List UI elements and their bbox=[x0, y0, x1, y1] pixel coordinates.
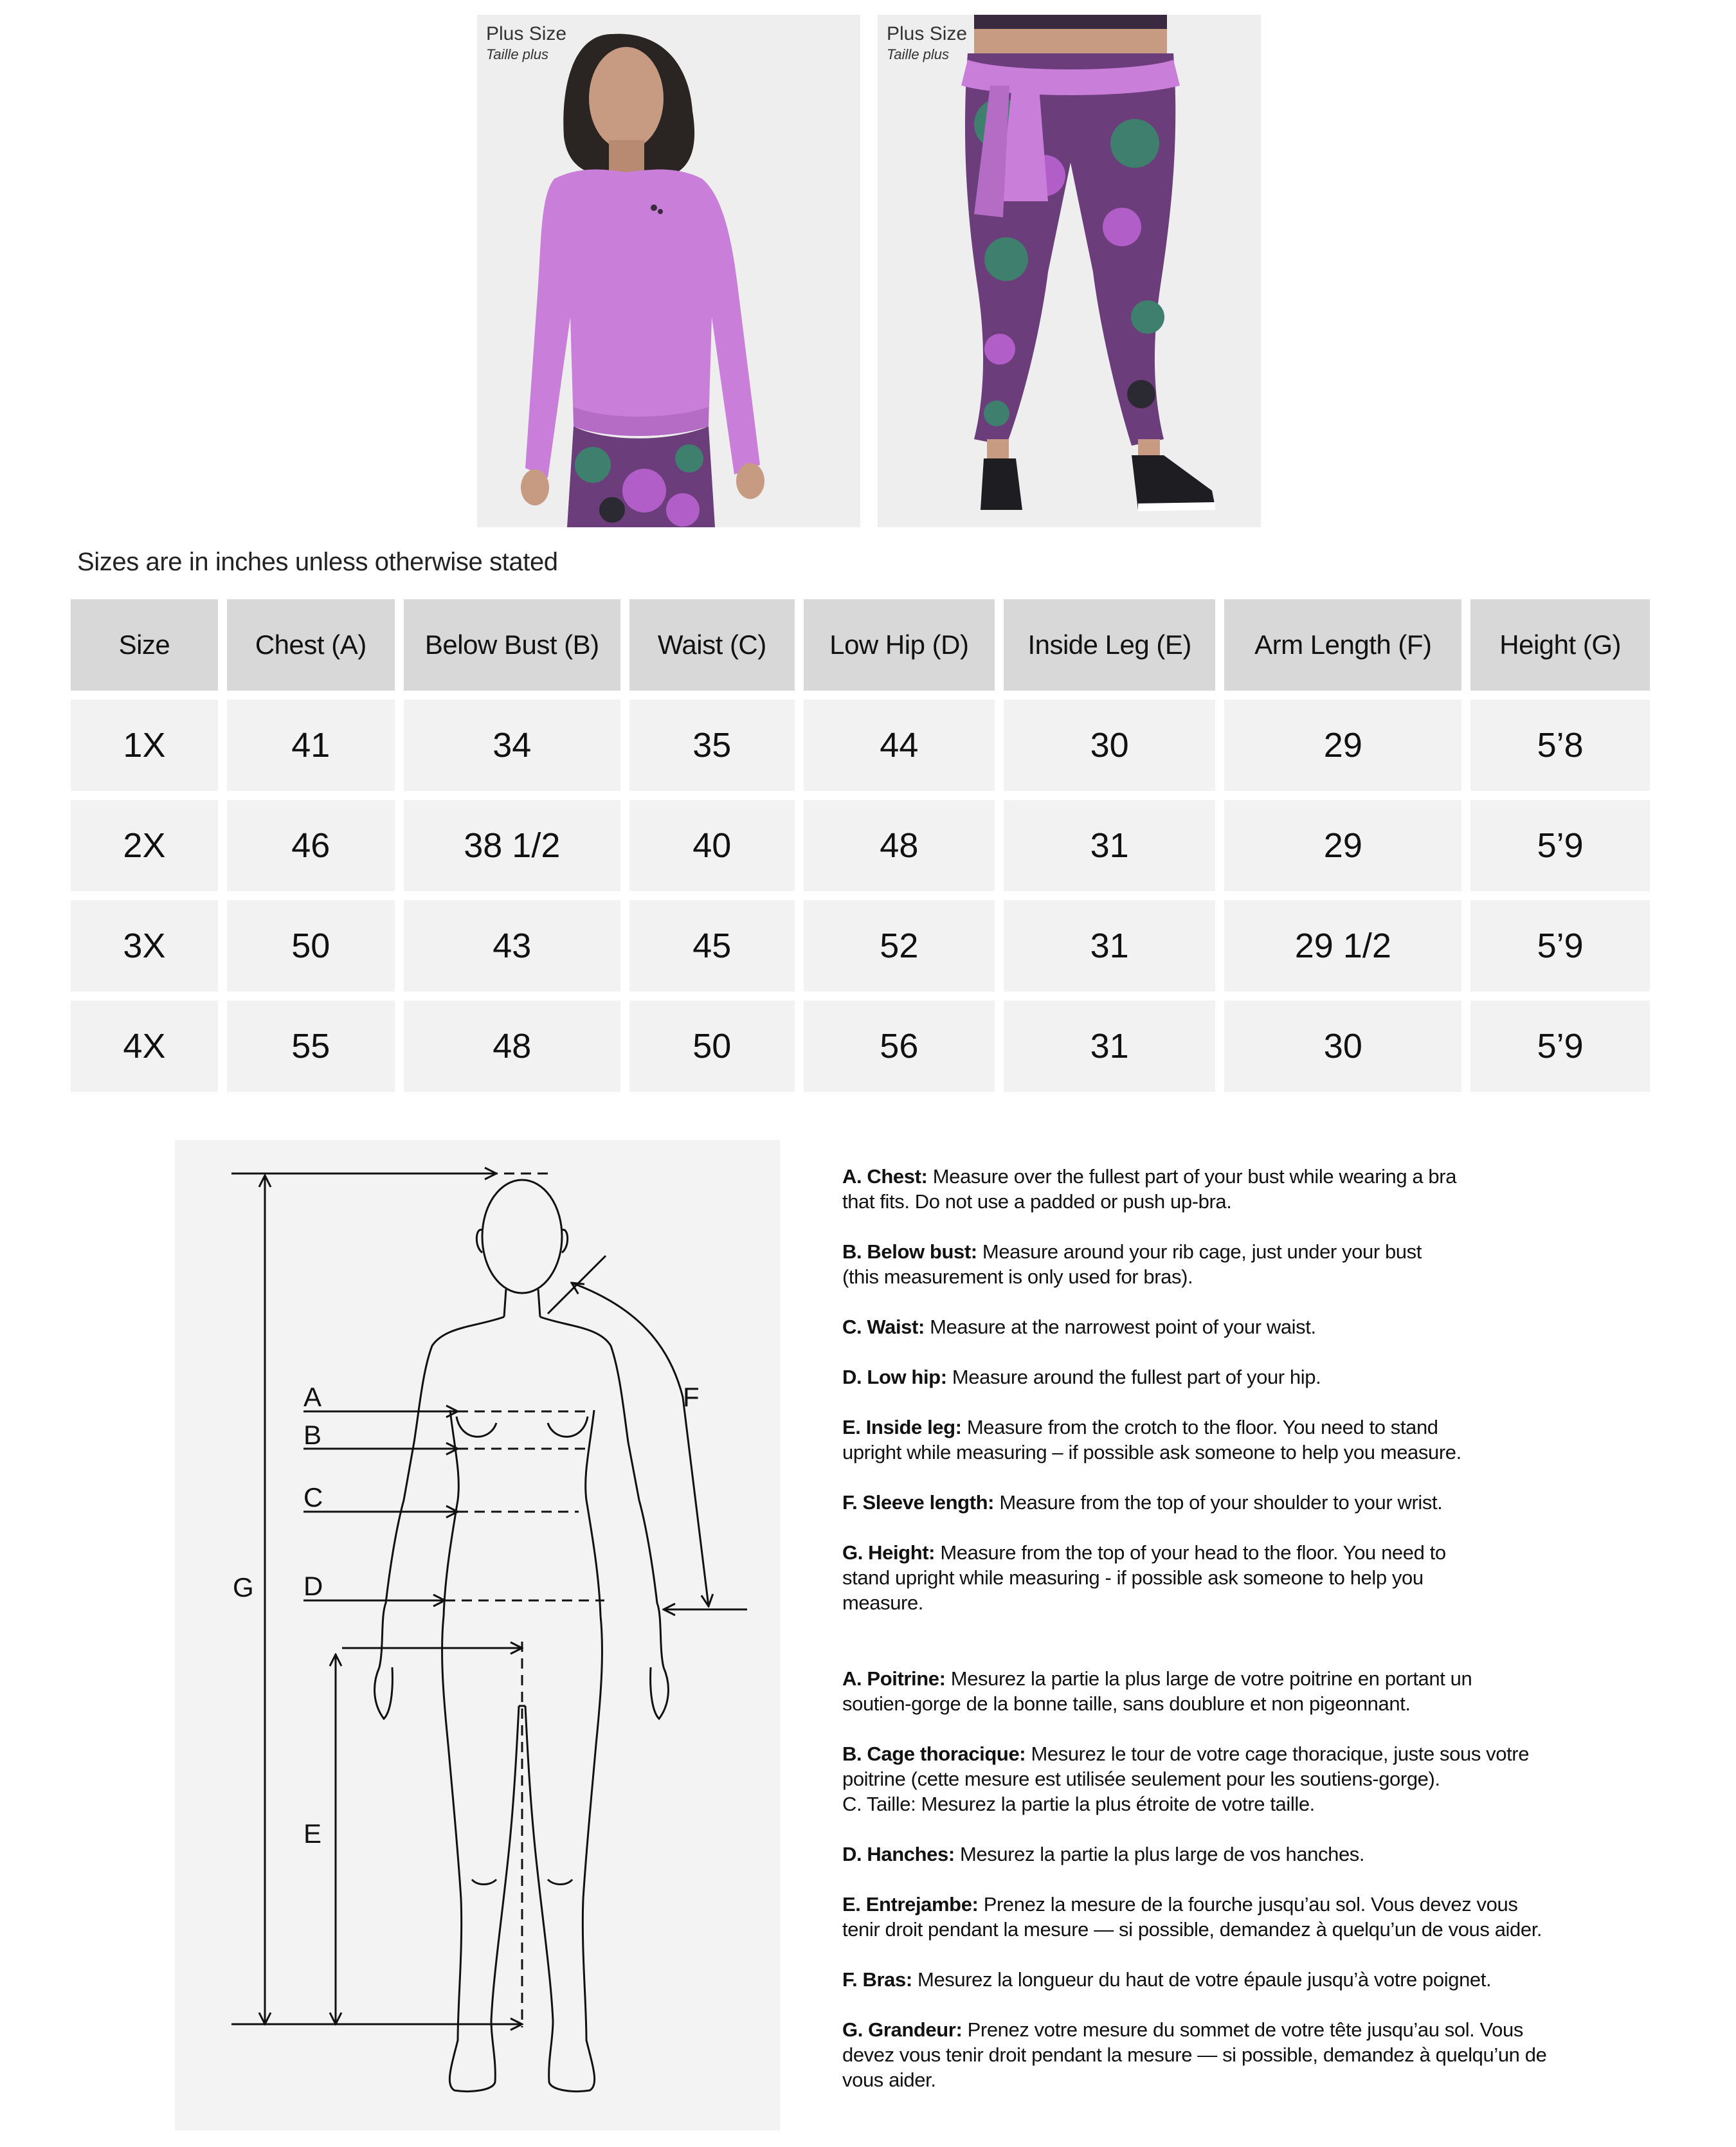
label-d: D bbox=[303, 1571, 323, 1601]
cell-below-bust: 38 1/2 bbox=[404, 800, 620, 891]
instruction-text: Mesurez la partie la plus large de votre poitrine en portant un bbox=[950, 1667, 1472, 1690]
instruction-text: soutien-gorge de la bonne taille, sans doublure et non pigeonnant. bbox=[842, 1692, 1411, 1715]
instruction-below-bust bbox=[842, 1239, 1601, 1289]
instruction-cage-thoracique bbox=[842, 1741, 1601, 1816]
header-arm-length: Arm Length (F) bbox=[1224, 599, 1461, 691]
cell-size: 3X bbox=[71, 900, 218, 992]
cell-below-bust: 48 bbox=[404, 1001, 620, 1092]
instruction-text: tenir droit pendant la mesure — si possible, demandez à quelqu’un de vous aider. bbox=[842, 1918, 1542, 1941]
instruction-label: F. Sleeve length: bbox=[842, 1491, 995, 1514]
instruction-text: stand upright while measuring - if possible ask someone to help you bbox=[842, 1566, 1424, 1589]
instruction-text: Measure at the narrowest point of your waist. bbox=[930, 1316, 1316, 1338]
instruction-text: Measure over the fullest part of your bust while wearing a bra bbox=[932, 1165, 1457, 1188]
cell-height: 5’9 bbox=[1470, 800, 1650, 891]
instruction-entrejambe bbox=[842, 1892, 1601, 1942]
cell-height: 5’8 bbox=[1470, 700, 1650, 791]
cell-waist: 35 bbox=[629, 700, 795, 791]
cell-arm-length: 29 bbox=[1224, 800, 1461, 891]
instruction-label: A. Chest: bbox=[842, 1165, 928, 1188]
table-row bbox=[71, 700, 1650, 791]
instruction-label: E. Inside leg: bbox=[842, 1416, 962, 1438]
header-chest: Chest (A) bbox=[227, 599, 395, 691]
product-photo-bottom bbox=[878, 15, 1261, 527]
size-chart-table bbox=[62, 590, 1659, 1101]
cell-waist: 50 bbox=[629, 1001, 795, 1092]
instruction-text: Measure around your rib cage, just under your bust bbox=[982, 1240, 1422, 1263]
cell-height: 5’9 bbox=[1470, 900, 1650, 992]
label-g: G bbox=[233, 1572, 254, 1602]
cell-low-hip: 48 bbox=[804, 800, 995, 891]
label-b: B bbox=[303, 1420, 322, 1450]
instruction-text: upright while measuring – if possible ask someone to help you measure. bbox=[842, 1441, 1461, 1463]
table-row bbox=[71, 1001, 1650, 1092]
cell-low-hip: 44 bbox=[804, 700, 995, 791]
cell-chest: 41 bbox=[227, 700, 395, 791]
instruction-poitrine bbox=[842, 1666, 1601, 1716]
cell-size: 4X bbox=[71, 1001, 218, 1092]
measurement-instructions bbox=[842, 1164, 1601, 2117]
instruction-text: (this measurement is only used for bras). bbox=[842, 1265, 1193, 1288]
table-row bbox=[71, 800, 1650, 891]
instruction-label: D. Low hip: bbox=[842, 1366, 947, 1388]
instruction-grandeur bbox=[842, 2017, 1601, 2092]
header-size: Size bbox=[71, 599, 218, 691]
instruction-text: vous aider. bbox=[842, 2069, 936, 2091]
cell-inside-leg: 30 bbox=[1004, 700, 1215, 791]
instruction-text: Mesurez le tour de votre cage thoracique, juste sous votre bbox=[1031, 1743, 1530, 1765]
model-bottom-illustration bbox=[878, 15, 1261, 527]
instruction-text: Prenez la mesure de la fourche jusqu’au sol. Vous devez vous bbox=[983, 1893, 1518, 1916]
cell-height: 5’9 bbox=[1470, 1001, 1650, 1092]
cell-arm-length: 29 bbox=[1224, 700, 1461, 791]
instruction-label: B. Cage thoracique: bbox=[842, 1743, 1026, 1765]
cell-waist: 45 bbox=[629, 900, 795, 992]
table-row bbox=[71, 900, 1650, 992]
measurement-diagram bbox=[175, 1140, 780, 2130]
instruction-text: Mesurez la partie la plus large de vos hanches. bbox=[959, 1843, 1365, 1865]
photo-caption-fr: Taille plus bbox=[887, 46, 950, 62]
cell-chest: 55 bbox=[227, 1001, 395, 1092]
cell-low-hip: 52 bbox=[804, 900, 995, 992]
photo-caption-en: Plus Size bbox=[486, 23, 567, 44]
label-e: E bbox=[303, 1818, 322, 1849]
cell-below-bust: 43 bbox=[404, 900, 620, 992]
model-top-illustration bbox=[477, 15, 860, 527]
instruction-hanches bbox=[842, 1842, 1601, 1867]
instruction-label: D. Hanches: bbox=[842, 1843, 955, 1865]
instruction-text: poitrine (cette mesure est utilisée seulement pour les soutiens-gorge). bbox=[842, 1768, 1440, 1790]
instruction-text: Mesurez la longueur du haut de votre épaule jusqu’à votre poignet. bbox=[918, 1968, 1492, 1991]
header-waist: Waist (C) bbox=[629, 599, 795, 691]
instruction-low-hip bbox=[842, 1364, 1601, 1390]
cell-below-bust: 34 bbox=[404, 700, 620, 791]
label-f: F bbox=[683, 1382, 700, 1412]
cell-waist: 40 bbox=[629, 800, 795, 891]
cell-low-hip: 56 bbox=[804, 1001, 995, 1092]
header-low-hip: Low Hip (D) bbox=[804, 599, 995, 691]
body-outline-diagram bbox=[175, 1140, 780, 2130]
instruction-label: C. Waist: bbox=[842, 1316, 925, 1338]
header-inside-leg: Inside Leg (E) bbox=[1004, 599, 1215, 691]
header-height: Height (G) bbox=[1470, 599, 1650, 691]
instruction-text: that fits. Do not use a padded or push up-bra. bbox=[842, 1190, 1232, 1213]
instruction-text: Measure from the top of your head to the floor. You need to bbox=[940, 1541, 1446, 1564]
photo-caption-fr: Taille plus bbox=[486, 46, 549, 62]
cell-size: 1X bbox=[71, 700, 218, 791]
instruction-label: A. Poitrine: bbox=[842, 1667, 946, 1690]
instruction-text: Measure around the fullest part of your hip. bbox=[952, 1366, 1321, 1388]
instruction-label: E. Entrejambe: bbox=[842, 1893, 979, 1916]
label-a: A bbox=[303, 1382, 322, 1412]
instruction-label: F. Bras: bbox=[842, 1968, 912, 1991]
instruction-text: Prenez votre mesure du sommet de votre tête jusqu’au sol. Vous bbox=[967, 2018, 1523, 2041]
instruction-text: C. Taille: Mesurez la partie la plus étroite de votre taille. bbox=[842, 1793, 1315, 1815]
instruction-bras bbox=[842, 1967, 1601, 1992]
header-below-bust: Below Bust (B) bbox=[404, 599, 620, 691]
cell-chest: 50 bbox=[227, 900, 395, 992]
cell-inside-leg: 31 bbox=[1004, 800, 1215, 891]
label-c: C bbox=[303, 1482, 323, 1512]
instruction-waist bbox=[842, 1314, 1601, 1339]
instruction-text: Measure from the top of your shoulder to your wrist. bbox=[999, 1491, 1443, 1514]
instruction-text: Measure from the crotch to the floor. You need to stand bbox=[966, 1416, 1438, 1438]
instruction-inside-leg bbox=[842, 1415, 1601, 1465]
photo-caption-en: Plus Size bbox=[887, 23, 968, 44]
table-header-row bbox=[71, 599, 1650, 691]
instruction-label: B. Below bust: bbox=[842, 1240, 977, 1263]
photo-caption bbox=[887, 24, 967, 62]
product-photo-top bbox=[477, 15, 860, 527]
instruction-height bbox=[842, 1540, 1601, 1615]
cell-inside-leg: 31 bbox=[1004, 1001, 1215, 1092]
instruction-text: measure. bbox=[842, 1591, 924, 1614]
instruction-text: devez vous tenir droit pendant la mesure — si possible, demandez à quelqu’un de bbox=[842, 2043, 1547, 2066]
instruction-chest bbox=[842, 1164, 1601, 1214]
photo-caption bbox=[486, 24, 566, 62]
cell-arm-length: 30 bbox=[1224, 1001, 1461, 1092]
instruction-sleeve-length bbox=[842, 1490, 1601, 1515]
cell-arm-length: 29 1/2 bbox=[1224, 900, 1461, 992]
cell-size: 2X bbox=[71, 800, 218, 891]
cell-chest: 46 bbox=[227, 800, 395, 891]
cell-inside-leg: 31 bbox=[1004, 900, 1215, 992]
instruction-label: G. Grandeur: bbox=[842, 2018, 963, 2041]
instruction-label: G. Height: bbox=[842, 1541, 936, 1564]
units-note: Sizes are in inches unless otherwise stated bbox=[77, 548, 558, 576]
